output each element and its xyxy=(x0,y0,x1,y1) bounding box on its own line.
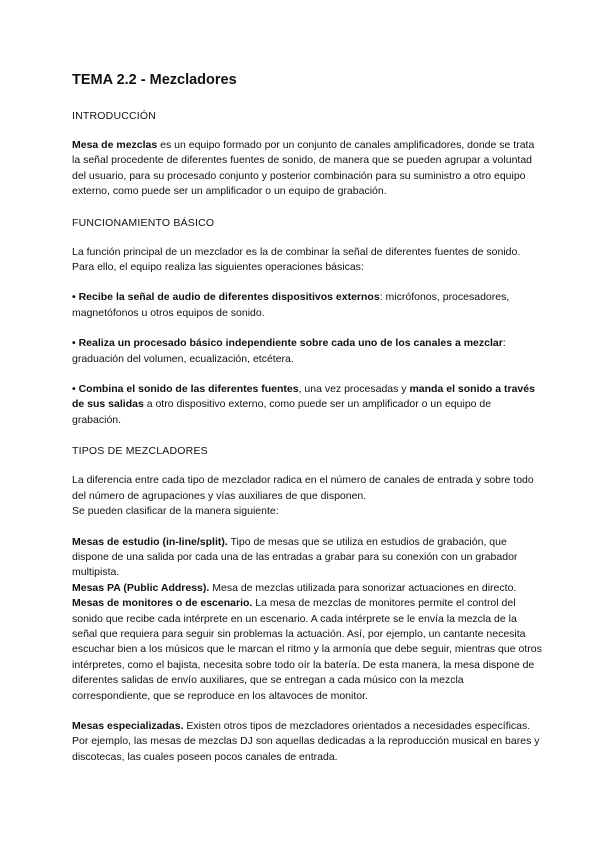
page-title: TEMA 2.2 - Mezcladores xyxy=(72,72,237,88)
bullet-recibe: • Recibe la señal de audio de diferentes dispositivos externos: micrófonos, procesadores, magnetófonos u otros equipos de sonido. xyxy=(72,291,510,319)
section-heading-intro: INTRODUCCIÓN xyxy=(72,110,157,122)
bullet-procesado: • Realiza un procesado básico independiente sobre cada uno de los canales a mezclar: graduación del volumen, ecualización, etcétera. xyxy=(72,337,506,365)
paragraph-mesas-monitores: Mesas de monitores o de escenario. La mesa de mezclas de monitores permite el control del sonido que recibe cada intérprete en un escenario. A cada intérprete se le envía la mezcla de la señal que requiera para seguir sin problemas la actuación. Así, por ejemplo, un cantante necesita escuchar bien a los músicos que le marcan el ritmo y la armonía que debe seguir, mientras que otros intérpretes, como el bajista, necesita sobre todo oír la batería. De esta manera, la mesa dispone de diferentes salidas de envío auxiliares, que se entregan a cada músico con la mezcla correspondiente, que se reproduce en los altavoces de monitor. xyxy=(72,597,542,702)
paragraph-mesas-estudio: Mesas de estudio (in-line/split). Tipo de mesas que se utiliza en estudios de grabación, que dispone de una salida por cada una de las entradas a grabar para su conexión con un grabador multipista. xyxy=(72,535,518,579)
section-heading-funcionamiento: FUNCIONAMIENTO BÁSICO xyxy=(72,216,215,229)
term-mesa-de-mezclas: Mesa de mezclas xyxy=(72,139,158,151)
bullet-combina: • Combina el sonido de las diferentes fuentes, una vez procesadas y manda el sonido a través de sus salidas a otro dispositivo externo, como puede ser un amplificador o un equipo de grabación. xyxy=(72,383,535,426)
document-body xyxy=(72,70,542,780)
paragraph-tipos-intro: La diferencia entre cada tipo de mezclador radica en el número de canales de entrada y sobre todo del número de agrupaciones y vías auxiliares de que disponen. Se pueden clasificar de la manera siguiente: xyxy=(72,474,534,518)
paragraph-mesas-especializadas: Mesas especializadas. Existen otros tipos de mezcladores orientados a necesidades específicas. Por ejemplo, las mesas de mezclas DJ son aquellas dedicadas a la reproducción musical en bares y discotecas, las cuales poseen pocos canales de entrada. xyxy=(72,719,540,763)
section-heading-tipos: TIPOS DE MEZCLADORES xyxy=(72,445,208,458)
paragraph-funcionamiento-intro: La función principal de un mezclador es la de combinar la señal de diferentes fuentes de sonido. Para ello, el equipo realiza las siguientes operaciones básicas: xyxy=(72,245,521,274)
paragraph-intro: Mesa de mezclas es un equipo formado por un conjunto de canales amplificadores, donde se trata la señal procedente de diferentes fuentes de sonido, de manera que se pueden agrupar a voluntad del usuario, para su procesado conjunto y posterior combinación para su suministro a otro equipo externo, como puede ser un amplificador o un equipo de grabación. xyxy=(72,139,535,198)
paragraph-mesas-pa: Mesas PA (Public Address). Mesa de mezclas utilizada para sonorizar actuaciones en directo. xyxy=(72,581,517,594)
